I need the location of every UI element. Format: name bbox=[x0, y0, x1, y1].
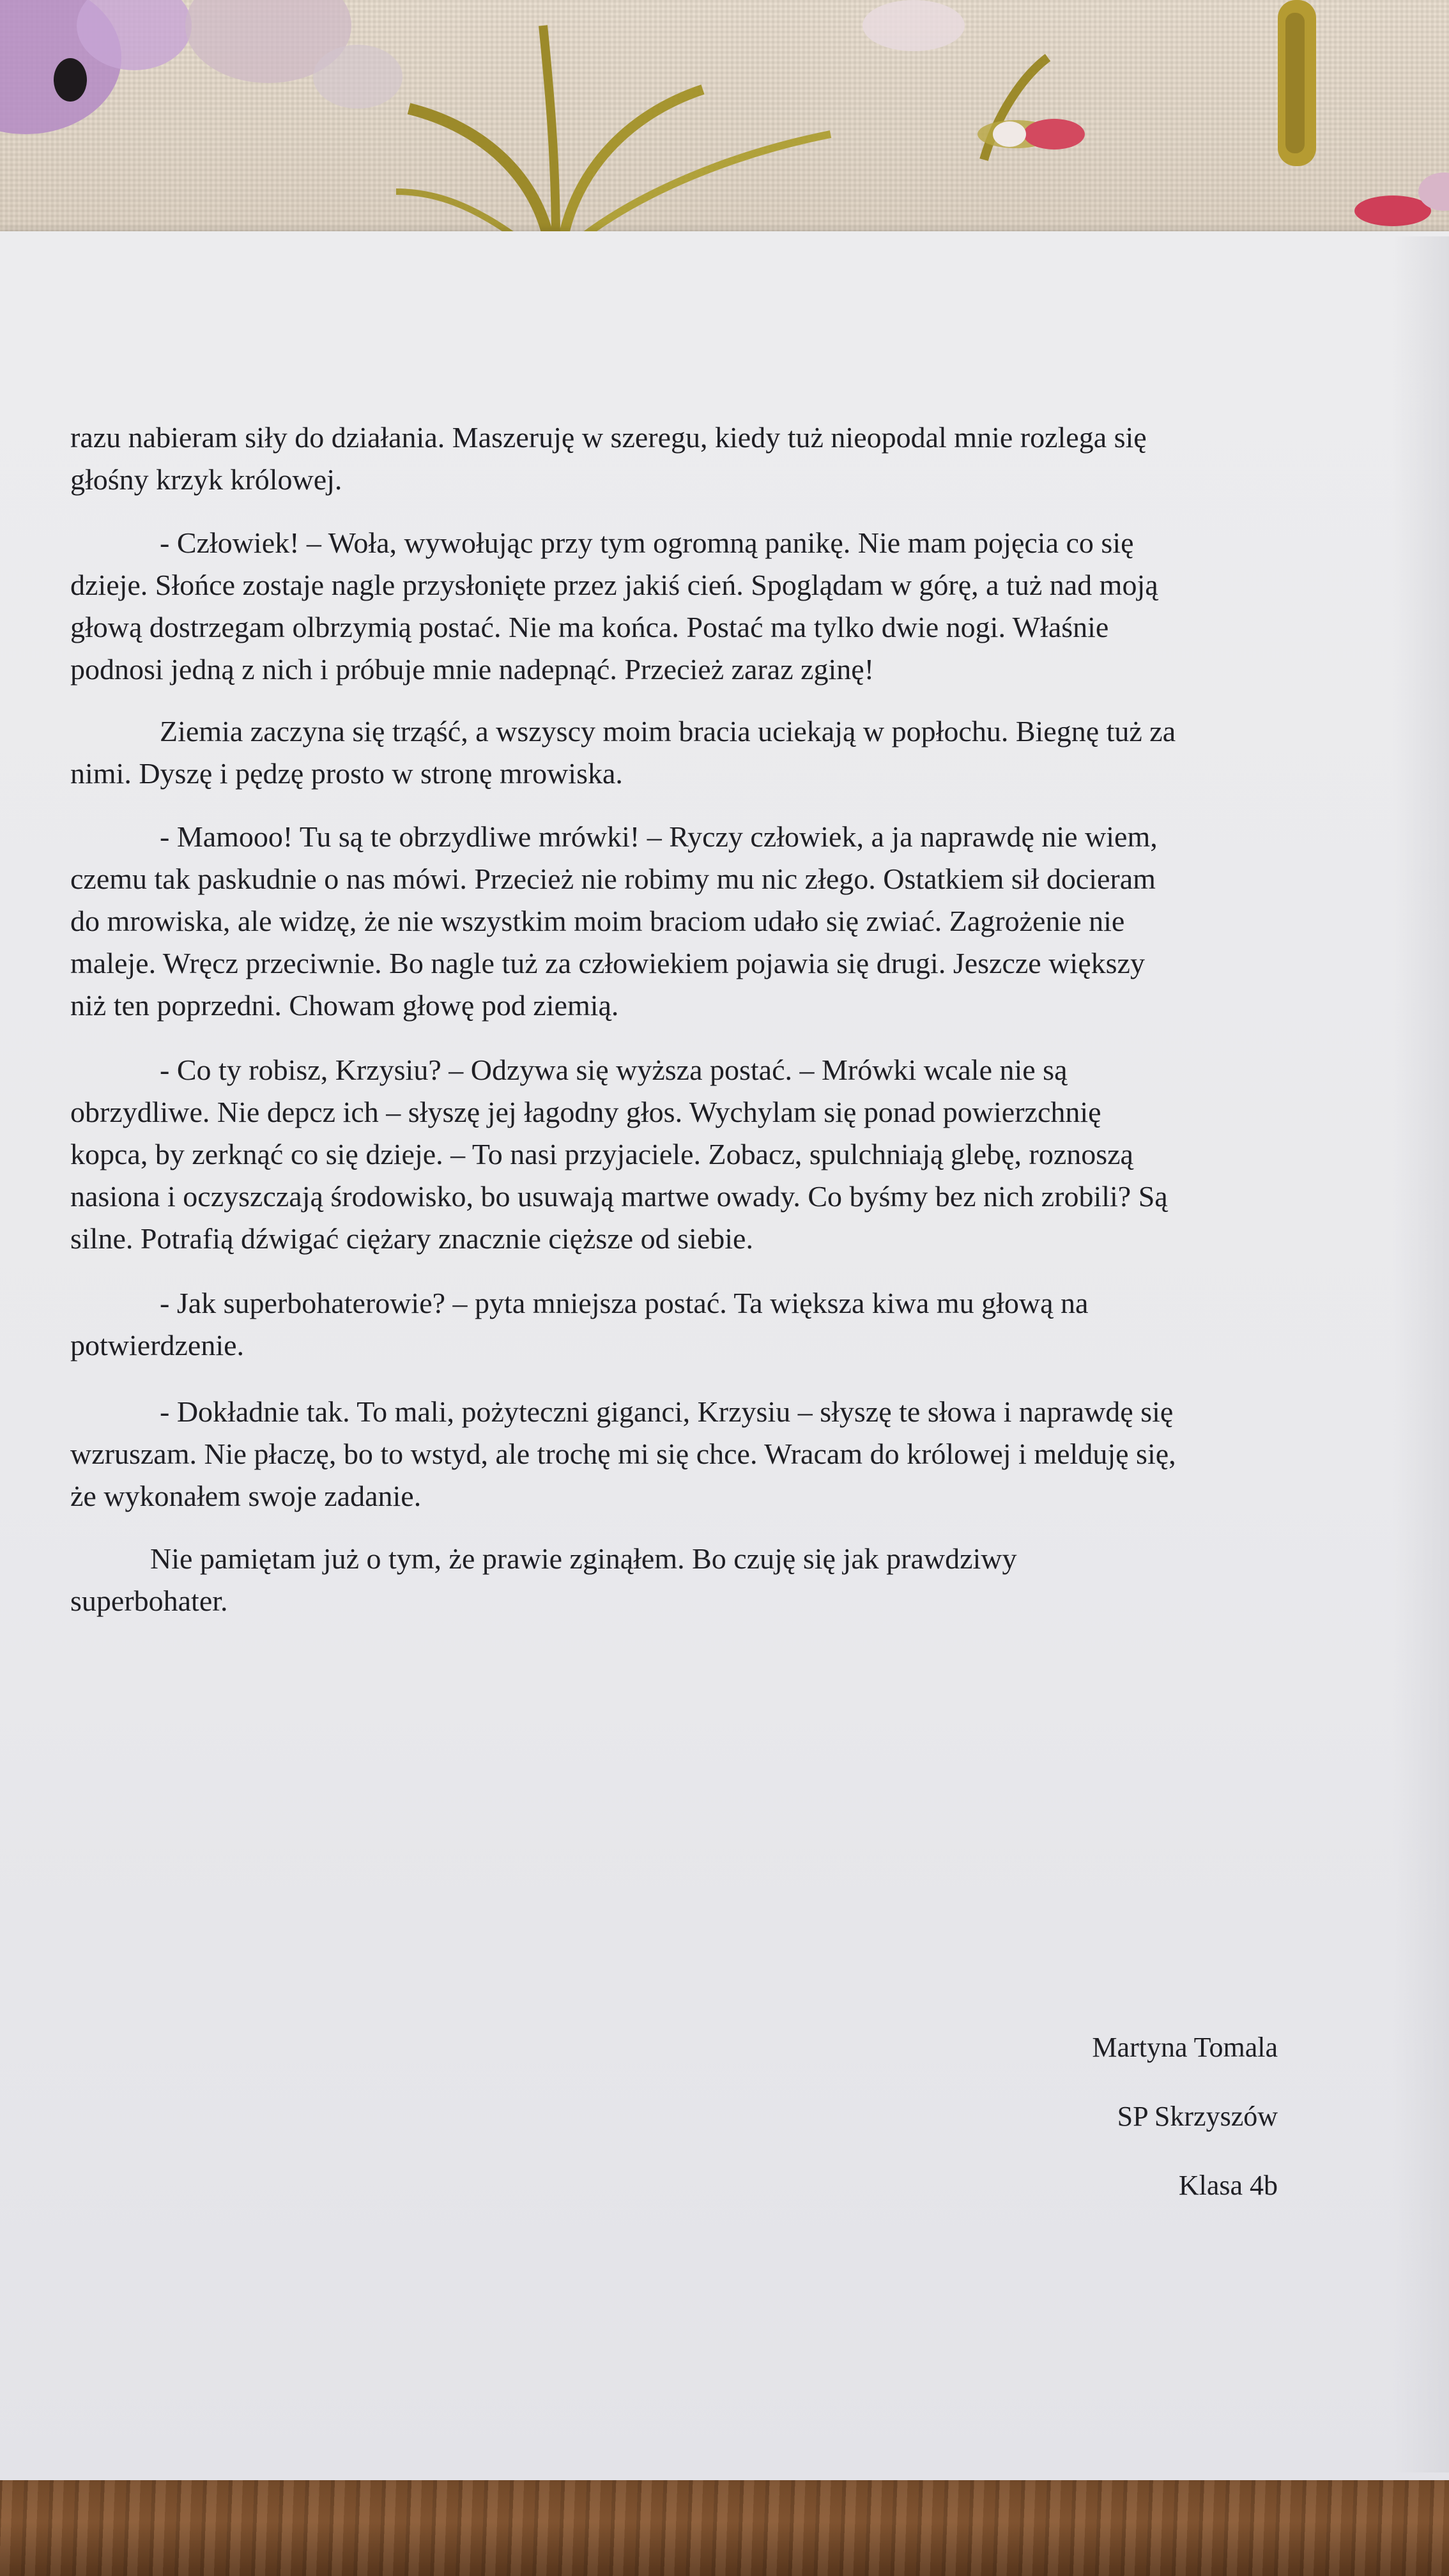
signature-block bbox=[1092, 2027, 1278, 2234]
school-name: SP Skrzyszów bbox=[1117, 2101, 1278, 2132]
paragraph-2 bbox=[70, 522, 1284, 691]
text-line: głośny krzyk królowej. bbox=[70, 463, 342, 496]
text-line: czemu tak paskudnie o nas mówi. Przecież nie robimy mu nic złego. Ostatkiem sił docieram bbox=[70, 862, 1156, 895]
text-line: - Dokładnie tak. To mali, pożyteczni giganci, Krzysiu – słyszę te słowa i naprawdę się bbox=[160, 1395, 1174, 1428]
text-line: superbohater. bbox=[70, 1584, 228, 1617]
text-line: - Człowiek! – Woła, wywołując przy tym ogromną panikę. Nie mam pojęcia co się bbox=[160, 526, 1134, 559]
text-line: razu nabieram siły do działania. Maszeruję w szeregu, kiedy tuż nieopodal mnie rozlega się bbox=[70, 421, 1147, 454]
text-line: maleje. Wręcz przeciwnie. Bo nagle tuż za człowiekiem pojawia się drugi. Jeszcze większy bbox=[70, 947, 1145, 979]
author-name: Martyna Tomala bbox=[1092, 2032, 1278, 2063]
text-line: dzieje. Słońce zostaje nagle przysłonięte przez jakiś cień. Spoglądam w górę, a tuż nad moją bbox=[70, 569, 1158, 601]
paragraph-4 bbox=[70, 816, 1284, 1027]
text-line: - Mamooo! Tu są te obrzydliwe mrówki! – Ryczy człowiek, a ja naprawdę nie wiem, bbox=[160, 820, 1158, 853]
text-line: niż ten poprzedni. Chowam głowę pod ziemią. bbox=[70, 989, 619, 1022]
paragraph-7 bbox=[70, 1391, 1284, 1517]
text-line: - Jak superbohaterowie? – pyta mniejsza postać. Ta większa kiwa mu głową na bbox=[160, 1287, 1089, 1319]
paragraph-3 bbox=[70, 710, 1284, 795]
text-line: potwierdzenie. bbox=[70, 1329, 245, 1361]
text-line: silne. Potrafią dźwigać ciężary znacznie cięższe od siebie. bbox=[70, 1222, 753, 1255]
text-line: obrzydliwe. Nie depcz ich – słyszę jej łagodny głos. Wychylam się ponad powierzchnię bbox=[70, 1096, 1101, 1128]
text-line: kopca, by zerknąć co się dzieje. – To nasi przyjaciele. Zobacz, spulchniają glebę, roznoszą bbox=[70, 1138, 1133, 1170]
paragraph-8 bbox=[70, 1538, 1284, 1622]
paper-edge-shadow bbox=[1393, 236, 1449, 2472]
text-line: do mrowiska, ale widzę, że nie wszystkim moim braciom udało się zwiać. Zagrożenie nie bbox=[70, 905, 1125, 937]
tablecloth-background bbox=[0, 0, 1449, 243]
paragraph-5 bbox=[70, 1049, 1284, 1260]
text-line: - Co ty robisz, Krzysiu? – Odzywa się wyższa postać. – Mrówki wcale nie są bbox=[160, 1054, 1068, 1086]
text-line: nimi. Dyszę i pędzę prosto w stronę mrowiska. bbox=[70, 757, 623, 790]
floral-pattern-icon bbox=[0, 0, 1449, 243]
text-line: głową dostrzegam olbrzymią postać. Nie ma końca. Postać ma tylko dwie nogi. Właśnie bbox=[70, 611, 1109, 643]
text-line: nasiona i oczyszczają środowisko, bo usuwają martwe owady. Co byśmy bez nich zrobili? Są bbox=[70, 1180, 1168, 1213]
text-line: Nie pamiętam już o tym, że prawie zginąłem. Bo czuję się jak prawdziwy bbox=[150, 1542, 1017, 1575]
text-line: podnosi jedną z nich i próbuje mnie nadepnąć. Przecież zaraz zginę! bbox=[70, 653, 875, 686]
paper-sheet bbox=[0, 231, 1449, 2480]
text-line: Ziemia zaczyna się trząść, a wszyscy moim bracia uciekają w popłochu. Biegnę tuż za bbox=[160, 715, 1176, 747]
text-line: wzruszam. Nie płaczę, bo to wstyd, ale trochę mi się chce. Wracam do królowej i melduję się, bbox=[70, 1438, 1176, 1470]
text-line: że wykonałem swoje zadanie. bbox=[70, 1480, 422, 1512]
class-name: Klasa 4b bbox=[1178, 2170, 1278, 2201]
paragraph-1 bbox=[70, 417, 1284, 501]
paragraph-6 bbox=[70, 1282, 1284, 1367]
